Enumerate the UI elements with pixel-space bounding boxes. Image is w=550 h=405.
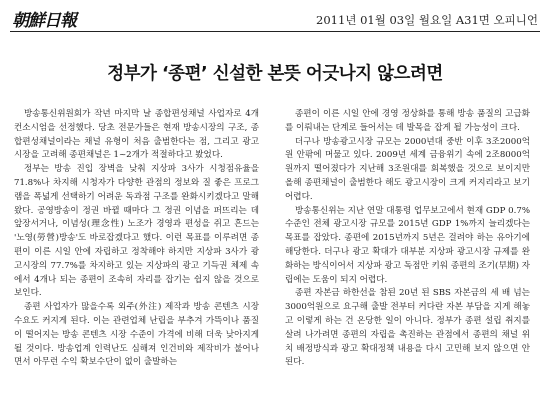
- header-divider: [10, 31, 540, 32]
- paragraph: 종편이 이른 시일 안에 경영 정상화를 통해 방송 품질의 고급화를 이뤄내는 단계로 들어서는 데 발목을 잡게 될 가능성이 크다.: [285, 109, 530, 133]
- right-column: [285, 108, 530, 400]
- dateline: 2011년 01월 03일 월요일 A31면 오피니언: [316, 13, 538, 27]
- article-headline: 정부가 ‘종편’ 신설한 본뜻 어긋나지 않으려면: [107, 64, 443, 84]
- paragraph: 정부는 방송 진입 장벽을 낮춰 지상파 3사가 시청점유율을 71.8%나 차지해 시청자가 다양한 관점의 정보와 질 좋은 프로그램을 폭넓게 선택하기 어려운 독과점 구조를 완화시키겠다고 말해 왔다. 공영방송이 정권 바뀔 때마다 그 정권 이념을 퍼뜨리는 데 앞장서거나, 이념성(理念性) 노조가 경영과 편성을 쥐고 흔드는 '노영(勞營)방송'도 바로잡겠다고 했다. 이런 목표를 이루려면 종편이 이른 시일 안에 자립하고 정착해야 하지만 지상파 3사가 광고시장의 77.7%를 차지하고 있는 지상파의 광고 기득권 체제 속에서 4개나 되는 종편이 조속히 자리를 잡기는 쉽지 않을 것으로 보인다.: [14, 164, 259, 299]
- paragraph: 방송통신위원회가 작년 마지막 날 종합편성채널 사업자로 4개 컨소시엄을 선정했다. 당초 전문가들은 현재 방송시장의 구조, 종합편성채널이라는 채널 유형이 처음 출범한다는 점, 그리고 광고시장을 고려해 종편채널은 1~2개가 적절하다고 봤었다.: [14, 109, 259, 161]
- paragraph: 방송통신위는 지난 연말 대통령 업무보고에서 현재 GDP 0.7% 수준인 전체 광고시장 규모를 2015년 GDP 1%까지 늘리겠다는 목표를 잡았다. 종편에 2015년까지 5년은 걸려야 하는 유아기에 해당한다. 더구나 광고 확대가 대부분 지상파 광고시장 규제를 완화하는 방식이어서 지상파 광고 독점만 키워 종편의 조기(早期) 자립에는 도움이 되지 어렵다.: [285, 205, 530, 285]
- paragraph: 더구나 방송광고시장 규모는 2000년대 중반 이후 3조2000억원 안팎에 머물고 있다. 2009년 세계 금융위기 속에 2조8000억원까지 떨어졌다가 지난해 3조원대를 회복했을 것으로 보이지만 올해 종편채널이 출범한다 해도 광고시장이 크게 커지리라고 보기 어렵다.: [285, 136, 530, 202]
- newspaper-masthead: 朝鮮日報: [12, 11, 76, 31]
- paragraph: 종편 사업자가 많을수록 외주(外注) 제작과 방송 콘텐츠 시장 수요도 커지게 된다. 이는 관련업체 난립을 부추겨 가뜩이나 품질이 떨어지는 방송 콘텐츠 시장 수준이 가격에 비해 더욱 낮아지게 될 것이다. 방송업계 인력난도 심해져 인건비와 제작비가 불어나면서 아무런 수익 확보수단이 없이 출발하는: [14, 302, 259, 368]
- paragraph: 종편 자본금 하한선을 참된 20년 된 SBS 자본금의 세 배 넘는 3000억원으로 요구해 출발 전부터 커다란 자본 부담을 지게 해놓고 이렇게 하는 건 온당한 일이 아니다. 정부가 종편 설립 취지를 살려 나가려면 종편의 자립을 촉진하는 관점에서 종편의 채널 위치 배정방식과 광고 확대정책 내용을 다시 고민해 보지 않으면 안 된다.: [285, 288, 530, 368]
- left-column: [14, 108, 259, 400]
